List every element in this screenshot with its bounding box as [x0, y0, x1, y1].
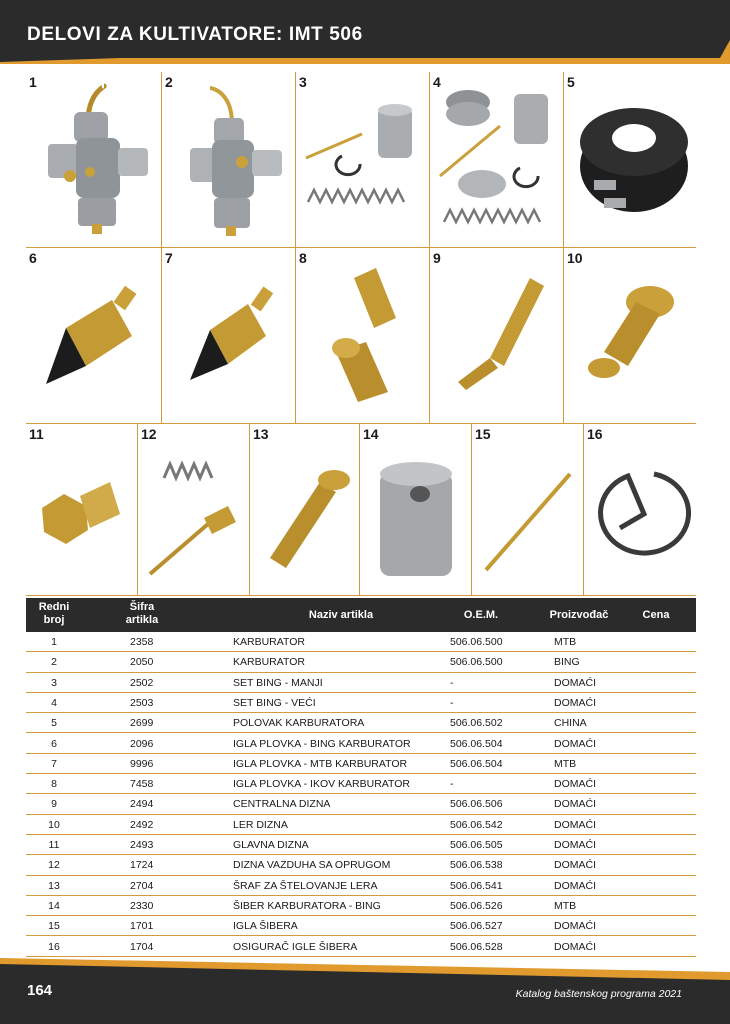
header-producer: Proizvođač: [549, 609, 609, 621]
page-title: DELOVI ZA KULTIVATORE: IMT 506: [27, 24, 363, 45]
row-oem: 506.06.502: [450, 717, 503, 730]
table-row: [26, 937, 696, 957]
carburetor-mtb-icon: [26, 72, 160, 246]
row-oem: 506.06.504: [450, 757, 503, 770]
photo-number: 1: [29, 74, 37, 90]
photo-number: 10: [567, 250, 583, 266]
row-name: OSIGURAČ IGLE ŠIBERA: [233, 940, 358, 953]
page-number: 164: [27, 982, 53, 999]
photo-cell-9: [430, 248, 564, 424]
row-oem: 506.06.538: [450, 859, 503, 872]
row-producer: DOMAĆI: [554, 696, 596, 709]
row-sku: 1704: [130, 940, 154, 953]
row-name: LER DIZNA: [233, 818, 288, 831]
row-name: ŠIBER KARBURATORA - BING: [233, 899, 381, 912]
photo-number: 8: [299, 250, 307, 266]
carburetor-half-icon: [564, 72, 696, 246]
row-sku: 2493: [130, 839, 154, 851]
row-producer: DOMAĆI: [554, 676, 596, 689]
row-oem: 506.06.528: [450, 940, 503, 953]
table-row: [26, 754, 696, 774]
row-number: 15: [48, 920, 60, 933]
row-sku: 2502: [130, 676, 154, 689]
row-sku: 2050: [130, 656, 154, 669]
row-number: 10: [48, 818, 60, 831]
table-row: [26, 876, 696, 896]
photo-number: 3: [299, 74, 307, 90]
row-oem: -: [450, 676, 454, 689]
row-name: IGLA PLOVKA - IKOV KARBURATOR: [233, 778, 411, 791]
row-oem: 506.06.505: [450, 839, 503, 851]
row-number: 13: [48, 879, 60, 892]
header-price: Cena: [642, 609, 670, 621]
row-producer: DOMAĆI: [554, 737, 596, 750]
row-producer: DOMAĆI: [554, 798, 596, 811]
row-number: 12: [48, 859, 60, 872]
photo-cell-2: [162, 72, 296, 248]
photo-number: 16: [587, 426, 603, 442]
row-name: IGLA ŠIBERA: [233, 920, 298, 933]
row-sku: 2492: [130, 818, 154, 831]
header-name: Naziv artikla: [308, 609, 374, 621]
photo-number: 6: [29, 250, 37, 266]
row-sku: 2494: [130, 798, 154, 811]
row-number: 1: [51, 636, 57, 648]
row-oem: 506.06.506: [450, 798, 503, 811]
photo-cell-1: [26, 72, 162, 248]
row-sku: 7458: [130, 778, 154, 791]
row-producer: MTB: [554, 899, 577, 912]
row-name: IGLA PLOVKA - BING KARBURATOR: [233, 737, 411, 750]
row-name: KARBURATOR: [233, 656, 305, 669]
row-number: 14: [48, 899, 60, 912]
row-number: 5: [51, 717, 57, 730]
row-sku: 2704: [130, 879, 154, 892]
row-producer: DOMAĆI: [554, 879, 596, 892]
row-sku: 2330: [130, 899, 154, 912]
float-needle-mtb-icon: [162, 248, 294, 422]
row-producer: DOMAĆI: [554, 818, 596, 831]
central-jet-icon: [430, 248, 562, 422]
row-name: IGLA PLOVKA - MTB KARBURATOR: [233, 757, 408, 770]
table-row: [26, 673, 696, 693]
photo-cell-8: [296, 248, 430, 424]
bing-set-small-icon: [296, 72, 428, 246]
row-producer: CHINA: [554, 717, 587, 730]
photo-cell-16: [584, 424, 696, 596]
row-sku: 1701: [130, 920, 154, 933]
row-sku: 1724: [130, 859, 154, 872]
photo-cell-5: [564, 72, 696, 248]
row-number: 2: [51, 656, 57, 669]
needle-clip-icon: [584, 424, 696, 594]
slide-bing-icon: [360, 424, 470, 594]
row-name: CENTRALNA DIZNA: [233, 798, 331, 811]
row-name: DIZNA VAZDUHA SA OPRUGOM: [233, 859, 391, 872]
bing-set-large-icon: [430, 72, 562, 246]
idle-jet-icon: [564, 248, 696, 422]
row-name: POLOVAK KARBURATORA: [233, 717, 365, 730]
table-header: [26, 598, 696, 632]
row-oem: 506.06.542: [450, 818, 503, 831]
table-row: [26, 855, 696, 875]
table-row: [26, 835, 696, 855]
row-number: 7: [51, 757, 57, 770]
row-producer: MTB: [554, 757, 577, 770]
row-number: 9: [51, 798, 57, 811]
header-no: Redni broj: [38, 601, 70, 626]
photo-cell-4: [430, 72, 564, 248]
photo-number: 2: [165, 74, 173, 90]
photo-cell-3: [296, 72, 430, 248]
parts-photo-grid: [26, 72, 696, 596]
photo-number: 12: [141, 426, 157, 442]
row-oem: 506.06.500: [450, 656, 503, 669]
page-footer: [0, 958, 730, 1024]
photo-cell-7: [162, 248, 296, 424]
row-oem: 506.06.526: [450, 899, 503, 912]
photo-number: 14: [363, 426, 379, 442]
photo-cell-15: [472, 424, 584, 596]
row-number: 8: [51, 778, 57, 791]
row-oem: 506.06.541: [450, 879, 503, 892]
photo-number: 9: [433, 250, 441, 266]
row-sku: 2358: [130, 636, 154, 648]
idle-adjust-screw-icon: [250, 424, 358, 594]
table-row: [26, 693, 696, 713]
photo-cell-14: [360, 424, 472, 596]
photo-cell-12: [138, 424, 250, 596]
photo-row-3: [26, 424, 696, 596]
photo-cell-6: [26, 248, 162, 424]
catalog-title: Katalog baštenskog programa 2021: [515, 988, 682, 1000]
float-needle-bing-icon: [26, 248, 160, 422]
float-needle-ikov-icon: [296, 248, 428, 422]
photo-cell-13: [250, 424, 360, 596]
header-oem: O.E.M.: [463, 609, 499, 621]
row-oem: -: [450, 696, 454, 709]
row-sku: 2503: [130, 696, 154, 709]
photo-row-2: [26, 248, 696, 424]
row-sku: 2096: [130, 737, 154, 750]
row-producer: DOMAĆI: [554, 778, 596, 791]
row-producer: MTB: [554, 636, 577, 648]
photo-cell-10: [564, 248, 696, 424]
main-jet-icon: [26, 424, 136, 594]
photo-number: 7: [165, 250, 173, 266]
row-oem: 506.06.500: [450, 636, 503, 648]
photo-number: 4: [433, 74, 441, 90]
photo-cell-11: [26, 424, 138, 596]
row-number: 3: [51, 676, 57, 689]
table-row: [26, 652, 696, 672]
table-row: [26, 916, 696, 936]
row-number: 11: [48, 839, 60, 851]
table-row: [26, 734, 696, 754]
table-row: [26, 713, 696, 733]
table-row: [26, 896, 696, 916]
carburetor-bing-icon: [162, 72, 294, 246]
table-row: [26, 632, 696, 652]
row-name: ŠRAF ZA ŠTELOVANJE LERA: [233, 879, 378, 892]
photo-number: 15: [475, 426, 491, 442]
row-sku: 9996: [130, 757, 154, 770]
photo-number: 5: [567, 74, 575, 90]
row-oem: -: [450, 778, 454, 791]
row-producer: BING: [554, 656, 580, 669]
header-sku: Šifra artikla: [125, 601, 159, 626]
row-number: 16: [48, 940, 60, 953]
row-name: GLAVNA DIZNA: [233, 839, 309, 851]
row-producer: DOMAĆI: [554, 920, 596, 933]
row-name: KARBURATOR: [233, 636, 305, 648]
row-producer: DOMAĆI: [554, 940, 596, 953]
table-row: [26, 815, 696, 835]
photo-number: 13: [253, 426, 269, 442]
row-number: 4: [51, 696, 57, 709]
slide-needle-icon: [472, 424, 582, 594]
row-producer: DOMAĆI: [554, 859, 596, 872]
table-row: [26, 774, 696, 794]
table-row: [26, 794, 696, 814]
row-name: SET BING - MANJI: [233, 676, 323, 689]
row-oem: 506.06.527: [450, 920, 503, 933]
row-producer: DOMAĆI: [554, 839, 596, 851]
row-sku: 2699: [130, 717, 154, 730]
air-jet-spring-icon: [138, 424, 248, 594]
photo-row-1: [26, 72, 696, 248]
row-number: 6: [51, 737, 57, 750]
photo-number: 11: [29, 426, 44, 442]
page-header: [0, 0, 730, 64]
row-name: SET BING - VEĆI: [233, 696, 316, 709]
row-oem: 506.06.504: [450, 737, 503, 750]
